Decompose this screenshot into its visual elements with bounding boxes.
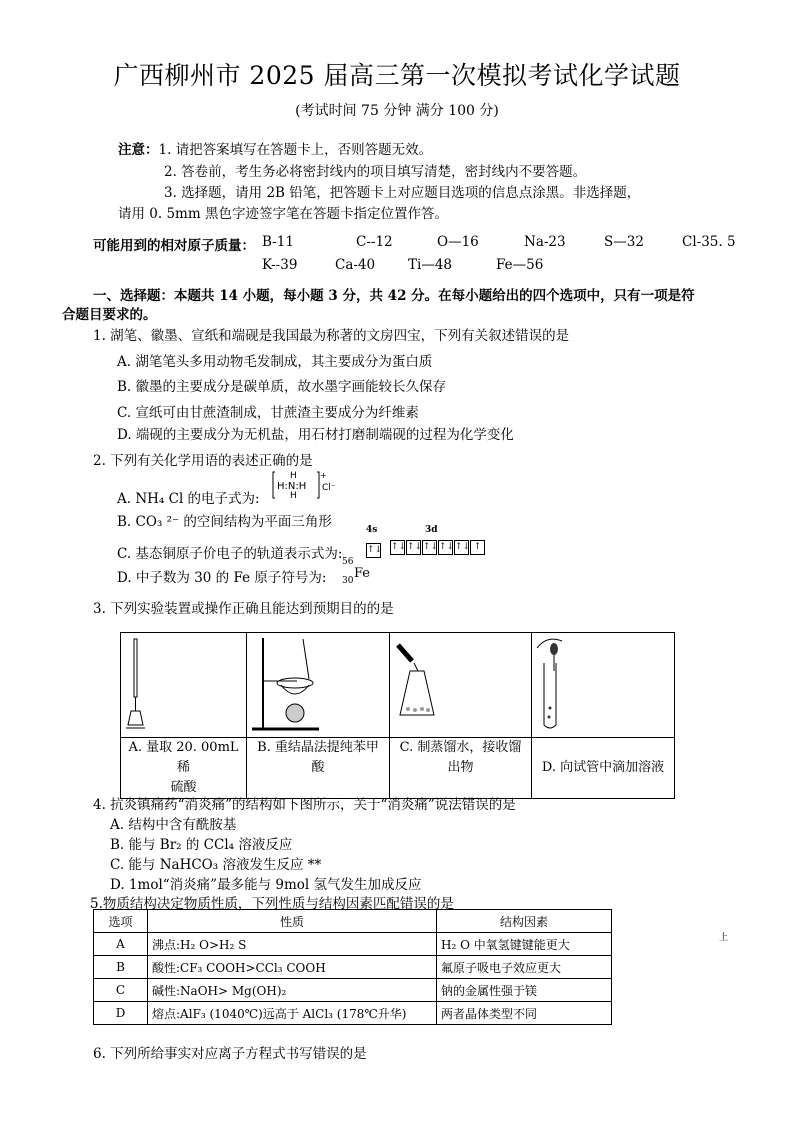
caption-line: 出物: [447, 760, 474, 775]
atomic-mass-label: 可能用到的相对原子质量：: [93, 238, 255, 254]
orbital-diagram-4s: [366, 537, 381, 558]
electron-dot-diagram: [272, 470, 334, 500]
orbital-diagram-3d: [390, 537, 485, 556]
atomic-mass: Na-23: [524, 234, 566, 250]
question-stem: 5.物质结构决定物质性质，下列性质与结构因素匹配错误的是: [90, 896, 454, 912]
svg-text:H:N:H: H:N:H: [277, 481, 307, 492]
atomic-mass: Cl-35. 5: [682, 234, 736, 250]
orbital-box: ↑↓: [366, 543, 381, 558]
notes-line-1: [118, 138, 432, 158]
option-c: C. 基态铜原子价电子的轨道表示式为:: [117, 546, 343, 562]
table-cell: D: [94, 1002, 148, 1025]
apparatus-table: [120, 632, 675, 799]
option-c: C. 能与 NaHCO₃ 溶液发生反应 **: [110, 857, 322, 873]
caption-line: A. 量取 20. 00mL 稀: [128, 740, 239, 775]
note-4: 请用 0. 5mm 黑色字迹签字笔在答题卡指定位置作答。: [118, 206, 448, 222]
figure-cell-b: [247, 633, 390, 738]
element-symbol: Fe: [354, 566, 371, 581]
note-2: 2. 答卷前，考生务必将密封线内的项目填写清楚，密封线内不要答题。: [164, 164, 587, 180]
figure-caption: [390, 738, 532, 799]
caption-line: B. 重结晶法提纯苯甲: [257, 740, 379, 755]
svg-text:Cl⁻: Cl⁻: [322, 483, 336, 493]
atomic-mass: Fe—56: [496, 257, 544, 273]
svg-text:+: +: [320, 471, 327, 480]
option-c: C. 宣纸可由甘蔗渣制成，甘蔗渣主要成分为纤维素: [117, 405, 419, 421]
table-cell: H₂ O 中氧氢键键能更大: [437, 933, 612, 956]
table-header-row: [94, 910, 612, 933]
figure-caption: [247, 738, 390, 799]
question-stem: 4. 抗炎镇痛药“消炎痛”的结构如下图所示，关于“消炎痛”说法错误的是: [93, 797, 516, 813]
figure-caption: [121, 738, 247, 799]
table-cell: A: [94, 933, 148, 956]
table-header: 选项: [94, 910, 148, 933]
burette-flask-figure: [121, 633, 246, 733]
table-row: [94, 979, 612, 1002]
option-d: D. 1mol“消炎痛”最多能与 9mol 氢气发生加成反应: [110, 877, 422, 893]
table-cell: 熔点:AlF₃ (1040℃)远高于 AlCl₃ (178℃升华): [148, 1002, 437, 1025]
atomic-mass: B-11: [262, 234, 294, 250]
option-d: D. 端砚的主要成分为无机盐，用石材打磨制端砚的过程为化学变化: [117, 427, 514, 443]
crystallization-figure: [247, 633, 389, 733]
section-heading: 一、选择题：本题共 14 小题，每小题 3 分，共 42 分。在每小题给出的四个选项中，只有一项是符: [93, 288, 695, 304]
atomic-mass: S—32: [604, 234, 644, 250]
caption-line: 酸: [311, 760, 325, 775]
atomic-mass: Ti—48: [408, 257, 453, 273]
orbital-box: ↑↓: [422, 540, 437, 555]
table-cell: 沸点:H₂ O>H₂ S: [148, 933, 437, 956]
option-a: A. 湖笔笔头多用动物毛发制成，其主要成分为蛋白质: [117, 354, 433, 370]
option-b: B. 徽墨的主要成分是碳单质，故水墨字画能较长久保存: [117, 379, 447, 395]
caption-line: 硫酸: [170, 780, 197, 795]
caption-line: D. 向试管中滴加溶液: [541, 760, 665, 775]
question-stem: 1. 湖笔、徽墨、宣纸和端砚是我国最为称著的文房四宝，下列有关叙述错误的是: [93, 328, 570, 344]
atomic-number: 30: [342, 576, 354, 586]
figure-cell-c: [390, 633, 532, 738]
orbital-box: ↑↓: [390, 540, 405, 555]
distillation-figure: [390, 633, 531, 733]
mass-number: 56: [342, 557, 354, 567]
orbital-label-3d: 3d: [425, 525, 438, 535]
atomic-mass: O—16: [437, 234, 479, 250]
table-cell: 碱性:NaOH> Mg(OH)₂: [148, 979, 437, 1002]
table-row: [94, 1002, 612, 1025]
table-cell: 两者晶体类型不同: [437, 1002, 612, 1025]
table-cell: 酸性:CF₃ COOH>CCl₃ COOH: [148, 956, 437, 979]
note-3: 3. 选择题，请用 2B 铅笔，把答题卡上对应题目选项的信息点涂黑。非选择题，: [164, 185, 641, 201]
atomic-mass: Ca-40: [335, 257, 376, 273]
exam-title: 广西柳州市 2025 届高三第一次模拟考试化学试题: [113, 61, 681, 90]
table-header: 结构因素: [437, 910, 612, 933]
table-row: [94, 956, 612, 979]
orbital-box: ↑↓: [438, 540, 453, 555]
orbital-box: ↑↓: [406, 540, 421, 555]
caption-line: C. 制蒸馏水，接收馏: [399, 740, 522, 755]
atomic-mass: C--12: [356, 234, 393, 250]
figure-cell-a: [121, 633, 247, 738]
option-b: B. 能与 Br₂ 的 CCl₄ 溶液反应: [110, 837, 293, 853]
orbital-box: ↑↓: [454, 540, 469, 555]
table-row: [94, 933, 612, 956]
question-stem: 3. 下列实验装置或操作正确且能达到预期目的的是: [93, 601, 394, 617]
question-stem: 6. 下列所给事实对应离子方程式书写错误的是: [93, 1046, 367, 1062]
structure-property-table: [93, 909, 612, 1025]
section-heading-cont: 合题目要求的。: [62, 307, 157, 323]
svg-text:H: H: [290, 491, 297, 501]
margin-mark: 上: [719, 933, 729, 943]
question-stem: 2. 下列有关化学用语的表述正确的是: [93, 453, 313, 469]
note-1: 1. 请把答案填写在答题卡上，否则答题无效。: [158, 142, 433, 158]
option-d: D. 中子数为 30 的 Fe 原子符号为:: [117, 570, 327, 586]
table-header: 性质: [148, 910, 437, 933]
table-cell: C: [94, 979, 148, 1002]
orbital-label-4s: 4s: [366, 525, 378, 535]
notes-label: 注意：: [118, 142, 159, 158]
option-a: A. 结构中含有酰胺基: [110, 817, 237, 833]
figure-caption: [532, 738, 675, 799]
table-cell: B: [94, 956, 148, 979]
option-a: A. NH₄ Cl 的电子式为:: [117, 491, 260, 507]
option-b: B. CO₃ ²⁻ 的空间结构为平面三角形: [117, 514, 332, 530]
exam-subtitle: (考试时间 75 分钟 满分 100 分): [295, 103, 499, 119]
electron-formula: [272, 470, 334, 503]
table-cell: 钠的金属性强于镁: [437, 979, 612, 1002]
dropper-test-tube-figure: [532, 633, 674, 733]
svg-text:H: H: [290, 471, 297, 481]
orbital-box: ↑: [470, 540, 485, 555]
figure-cell-d: [532, 633, 675, 738]
table-cell: 氟原子吸电子效应更大: [437, 956, 612, 979]
atomic-mass: K--39: [262, 257, 298, 273]
